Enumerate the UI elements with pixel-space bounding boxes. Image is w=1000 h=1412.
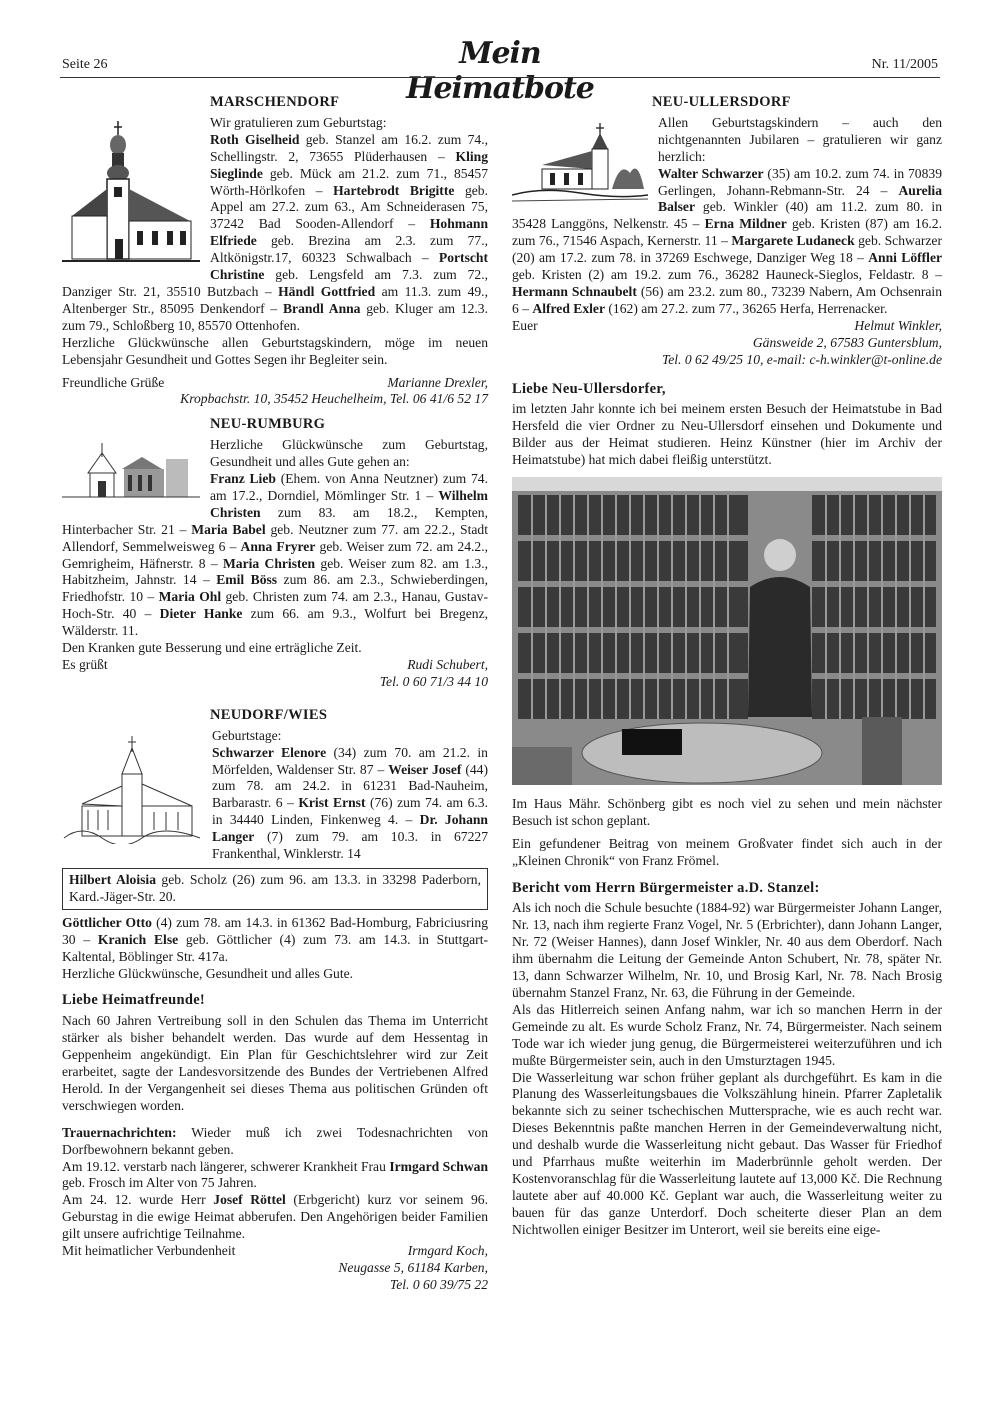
section-bericht [512,880,942,1239]
bericht-paragraph-1: Als ich noch die Schule besuchte (1884-92) war Bürgermeister Johann Langer, Nr. 13, nach ihm regierte Franz Vogel, Nr. 5 (Erbrichter), dann Johann Langer, Nr. 72 (Weiser Hannes), dann Josef Winkler, Nr. 40 aus dem Oberdorf. Nach ihm übernahm die Leitung der Gemeinde Anton Schubert, Nr. 78, später Nr. 13, dann Schwarzer Wilhelm, Nr. 10, und Brosig Karl, Nr. 78. Nach Brosig übernahm Stanzel Franz, Nr. 63, die Führung in der Gemeinde. [512,900,942,1000]
neu-rumburg-phone: Tel. 0 60 71/3 44 10 [379,673,488,689]
neu-ullersdorf-signature: Euer Helmut Winkler, [512,317,942,333]
marschendorf-address: Kropbachstr. 10, 35452 Heuchelheim, Tel. 06 41/6 52 17 [180,391,488,407]
masthead-logo: Mein Heimatbote [406,36,594,106]
neu-rumburg-closing: Den Kranken gute Besserung und eine erträgliche Zeit. [62,640,362,656]
marschendorf-signature: Freundliche Grüße Marianne Drexler, [62,374,488,390]
trauer-entry-2: Am 24. 12. wurde Herr Josef Röttel (Erbgericht) kurz vor seinem 96. Geburstag in die ewige Heimat abberufen. Den Angehörigen beider Familien gilt unsere aufrichtige Teilnahme. [62,1192,488,1242]
neu-rumburg-signature: Es grüßt Rudi Schubert, [62,657,488,672]
neu-ullersdorf-contact: Tel. 0 62 49/25 10, e-mail: c-h.winkler@t-online.de [661,351,942,367]
neudorf-closing: Herzliche Glückwünsche, Gesundheit und alles Gute. [62,965,354,981]
trauer-intro: Trauernachrichten: Wieder muß ich zwei Todesnachrichten von Dorfbewohnern bekannt geben. [62,1124,488,1157]
section-title: NEUDORF/WIES [210,706,328,723]
neudorf-more: Göttlicher Otto (4) zum 78. am 14.3. in 61362 Bad-Homburg, Fabriciusring 30 – Kranich Else geb. Göttlicher (4) zum 73. am 14.3. in Stuttgart-Kaltental, Böblinger Str. 417a. [62,914,489,964]
neu-ullersdorfer-body: im letzten Jahr konnte ich bei meinem ersten Besuch der Heimatstube in Bad Hersfeld die vier Ordner zu Neu-Ullersdorf einsehen und Dokumente und Bilder aus der Heimat studieren. Heinz Künstner (hier im Archiv der Heimatstube) hat mich dabei fleißig unterstützt. [512,401,942,468]
section-trauernachrichten [62,1125,488,1294]
neu-ullersdorf-address: Gänsweide 2, 67583 Guntersblum, [752,334,942,350]
photo-caption: Im Haus Mähr. Schönberg gibt es noch viel zu sehen und mein nächster Besuch ist schon geplant. [512,795,942,828]
section-title: MARSCHENDORF [210,94,340,110]
section-neu-ullersdorf [512,94,942,369]
issue-number: Nr. 11/2005 [871,57,938,72]
left-column [62,84,488,1294]
section-title: NEU-ULLERSDORF [652,94,791,110]
section-neu-rumburg [62,416,488,691]
section-neudorf-wies [62,707,488,983]
header-rule [60,77,940,78]
church-illustration-neudorf [62,734,202,844]
bericht-paragraph-2: Als das Hitlerreich seinen Anfang nahm, war ich so manchen Herrn in der Gemeinde zu alt. Es wurde Scholz Franz, Nr. 74, Bürgermeister. Nach seinem Tode war ich wieder jung genug, die Bürgermeisterei weiterzuführen und ich mußte Bürgermeister sein, auch in den Umsturztagen 1945. [512,1001,942,1068]
archive-photo [512,477,942,790]
bericht-paragraph-3: Die Wasserleitung war schon früher geplant als durchgeführt. Es kam in die Planung des Wasserleitungsbaues die Volkszählung hinein. Pfarrer Zapletalik bekannte sich zu seiner tschechischen Muttersprache, wie es auch recht war. Dieses Bekenntnis paßte manchen Herren in der Gemeindeverwaltung nicht, und deshalb wurde die Wasserleitung nicht gebaut. Das Wasser für Friedhof und Pfarrhaus mußte weiterhin im Maderbrünnle geholt werden. Der Kostenvoranschlag für die Wasserleitung lautete auf 13,000 Kč. Die Rechnung lautete aber auf 40.000 Kč. Geplant war auch, die Wasserleitung weiter zu bauen für das ganze Unterdorf. Doch scheiterte dieser Plan an dem Nichtwollen einiger Besitzer im Unterort, weil sie bereits eine eige- [512,1069,942,1237]
church-illustration-marschendorf [62,121,200,271]
section-marschendorf [62,94,488,408]
section-liebe-neu-ullersdorfer [512,381,942,870]
neudorf-body: Geburtstage: Schwarzer Elenore (34) zum 70. am 21.2. in Mörfelden, Waldenser Str. 87 – Weiser Josef (44) zum 78. am 24.2. in 61231 Bad-Nauheim, Barbarastr. 6 – Krist Ernst (76) zum 74. am 6.3. in 34440 Linden, Finkenweg 4. – Dr. Johann Langer (7) zum 79. am 10.3. in 67227 Frankenthal, Winklerstr. 14 [212,727,489,862]
highlight-box: Hilbert Aloisia geb. Scholz (26) zum 96. am 13.3. in 33298 Paderborn, Kard.-Jäger-Str. 20. [62,868,488,910]
church-illustration-neu-ullersdorf [512,121,648,203]
section-heimatfreunde [62,992,488,1114]
section-title: Liebe Heimatfreunde! [62,992,206,1009]
page-number: Seite 26 [62,57,108,72]
church-illustration-neu-rumburg [62,439,200,501]
section-title: Liebe Neu-Ullersdorfer, [512,380,666,397]
right-column [512,84,942,1239]
section-title: NEU-RUMBURG [210,416,326,433]
trauer-address: Neugasse 5, 61184 Karben, [338,1260,488,1275]
trauer-phone: Tel. 0 60 39/75 22 [389,1276,488,1292]
marschendorf-closing: Herzliche Glückwünsche allen Geburtstagskindern, möge im neuen Lebensjahr Gesundheit und Gottes Segen ihr Begleiter sein. [62,334,488,367]
trauer-signature: Mit heimatlicher Verbundenheit Irmgard Koch, [62,1243,488,1259]
neu-ullersdorf-body: Allen Geburtstagskindern – auch den nichtgenannten Jubilaren – gratulieren wir ganz herzlich: Walter Schwarzer (35) am 10.2. zum 74. in 70839 Gerlingen, Johann-Rebmann-Str. 24 – Aurelia Balser geb. Winkler (40) am 11.2. zum 80. in 35428 Langgöns, Nelkenstr. 45 – Erna Mildner geb. Kristen (87) am 16.2. zum 76., 71546 Aspach, Kernerstr. 11 – Margarete Ludaneck geb. Schwarzer (20) am 17.2. zum 78. in 37269 Eschwege, Danziger Weg 18 – Anni Löffler geb. Kristen (2) am 19.2. zum 76., 36282 Hauneck-Sieglos, Feldastr. 8 – Hermann Schnaubelt (56) am 23.2. zum 80., 73239 Nabern, Am Ochsenrain 6 – Alfred Exler (162) am 27.2. zum 77., 36265 Herfa, Herrenacker. [512,114,943,316]
section-title: Bericht vom Herrn Bürgermeister a.D. Stanzel: [512,879,820,896]
trauer-entry-1: Am 19.12. verstarb nach längerer, schwerer Krankheit Frau Irmgard Schwan geb. Frosch im Alter von 75 Jahren. [62,1158,489,1191]
heimatfreunde-body: Nach 60 Jahren Vertreibung soll in den Schulen das Thema im Unterricht stärker als bisher behandelt werden. Das wurde auf dem Hessentag in Geppenheim angekündigt. Ein Plan für Geschichtslehrer wird zur Zeit erarbeitet, sagte der Landesvorsitzende des Bundes der Vertriebenen Alfred Herold. In der Vergangenheit sei dieses Thema aus politischen Gründen oft verschwiegen worden. [62,1013,488,1113]
neu-rumburg-body: Herzliche Glückwünsche zum Geburtstag, Gesundheit und alles Gute gehen an: Franz Lieb (Ehem. von Anna Neutzner) zum 74. am 17.2., Dorndiel, Mömlinger Str. 1 – Wilhelm Christen zum 83. am 18.2., Kempten, Hinterbacher Str. 21 – Maria Babel geb. Neutzner zum 77. am 22.2., Stadt Allendorf, Semmelweisweg 6 – Anna Fryrer geb. Weiser zum 72. am 24.2., Gemrigheim, Häfnerstr. 8 – Maria Christen geb. Weiser zum 82. am 1.3., Habitzheim, Jahnstr. 14 – Emil Böss zum 86. am 2.3., Schwieberdingen, Friedhofstr. 10 – Maria Ohl geb. Christen zum 74. am 2.3., Hanau, Gustav-Hoch-Str. 40 – Dieter Hanke zum 66. am 9.3., Wolfurt bei Bregenz, Wälderstr. 11. [62,437,488,639]
marschendorf-body: Wir gratulieren zum Geburtstag: Roth Giselheid geb. Stanzel am 16.2. zum 74., Schellingstr. 2, 73655 Plüderhausen – Kling Sieglinde geb. Mück am 21.2. zum 71., 85457 Wörth-Hörlkofen – Hartebrodt Brigitte geb. Appel am 27.2. zum 63., Am Schneiderasen 75, 37242 Bad Sooden-Allendorf – Hohmann Elfriede geb. Brezina am 2.3. zum 77., Altkönigstr.17, 60323 Schwalbach – Portscht Christine geb. Lengsfeld am 7.3. zum 72., Danziger Str. 21, 35510 Butzbach – Händl Gottfried am 11.3. zum 49., Altenberger Str., 85095 Denkendorf – Brandl Anna geb. Kluger am 12.3. zum 79., Schloßberg 10, 85570 Ottenhofen. [62,114,488,333]
found-note: Ein gefundener Beitrag von meinem Großvater findet sich auch in der „Kleinen Chronik“ von Franz Frömel. [512,835,942,868]
